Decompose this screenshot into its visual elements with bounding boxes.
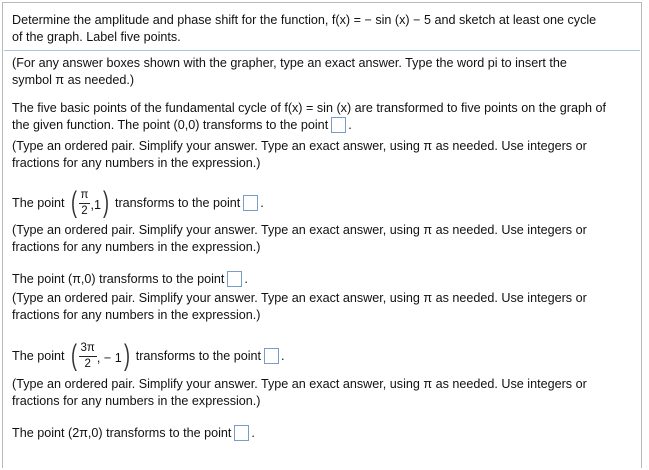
point-4-fraction (79, 342, 97, 371)
point-5-row (12, 425, 255, 441)
fraction-denominator: 2 (81, 204, 88, 217)
point-4-second-coordinate: , − 1 (96, 351, 122, 365)
instruction-1 (12, 138, 587, 171)
point-4-suffix: transforms to the point (135, 349, 262, 363)
answer-box-point-3[interactable] (227, 271, 242, 287)
period: . (244, 272, 248, 286)
instruction-line-1: (Type an ordered pair. Simplify your answer. Type an exact answer, using π as needed. Use integers or (12, 291, 587, 305)
point-4-prefix: The point (12, 349, 65, 363)
instruction-3 (12, 290, 587, 323)
point-2-suffix: transforms to the point (114, 196, 241, 210)
answer-box-point-5[interactable] (234, 425, 249, 441)
question-line-2: of the graph. Label five points. (12, 29, 181, 44)
point-2-second-coordinate: ,1 (90, 198, 101, 212)
left-paren: ( (70, 186, 77, 219)
fraction-denominator: 2 (84, 357, 91, 370)
note-line-2: symbol π as needed.) (12, 72, 135, 87)
fraction-numerator: π (79, 189, 91, 204)
answer-box-point-2[interactable] (243, 195, 258, 211)
point-4-row (12, 341, 285, 371)
point-3-text: The point (π,0) transforms to the point (12, 272, 225, 286)
instruction-line-2: fractions for any numbers in the expression.) (12, 393, 261, 408)
period: . (251, 426, 255, 440)
right-paren: ) (102, 186, 109, 219)
point-4-pair (69, 341, 132, 371)
instruction-line-2: fractions for any numbers in the expression.) (12, 155, 261, 170)
point-2-prefix: The point (12, 196, 65, 210)
period: . (281, 349, 285, 363)
question-line-1: Determine the amplitude and phase shift for the function, f(x) = − sin (x) − 5 and sketch at least one cycle (12, 13, 597, 27)
instruction-line-1: (Type an ordered pair. Simplify your answer. Type an exact answer, using π as needed. Use integers or (12, 377, 587, 391)
note-line-1: (For any answer boxes shown with the grapher, type an exact answer. Type the word pi to insert the (12, 56, 567, 70)
instruction-line-2: fractions for any numbers in the expression.) (12, 307, 261, 322)
right-paren: ) (123, 339, 130, 372)
point-3-row (12, 271, 248, 287)
answer-box-point-1[interactable] (331, 117, 346, 133)
instruction-line-1: (Type an ordered pair. Simplify your answer. Type an exact answer, using π as needed. Use integers or (12, 223, 587, 237)
intro-line-1: The five basic points of the fundamental cycle of f(x) = sin (x) are transformed to five points on the graph of (12, 101, 606, 115)
point-2-fraction (79, 189, 91, 218)
instruction-line-2: fractions for any numbers in the expression.) (12, 239, 261, 254)
point-5-text: The point (2π,0) transforms to the point (12, 426, 232, 440)
left-paren: ( (70, 339, 77, 372)
answer-box-point-4[interactable] (264, 348, 279, 364)
fraction-numerator: 3π (79, 342, 97, 357)
instruction-2 (12, 222, 587, 255)
period: . (348, 117, 352, 132)
instruction-line-1: (Type an ordered pair. Simplify your answer. Type an exact answer, using π as needed. Use integers or (12, 139, 587, 153)
intro-line-2: the given function. The point (0,0) transforms to the point (12, 117, 329, 132)
instruction-4 (12, 376, 587, 409)
period: . (260, 196, 264, 210)
divider (4, 50, 640, 51)
point-2-row (12, 188, 264, 218)
question-text (12, 12, 596, 45)
point-2-pair (69, 188, 111, 218)
intro-text (12, 100, 606, 133)
grapher-note (12, 55, 567, 88)
